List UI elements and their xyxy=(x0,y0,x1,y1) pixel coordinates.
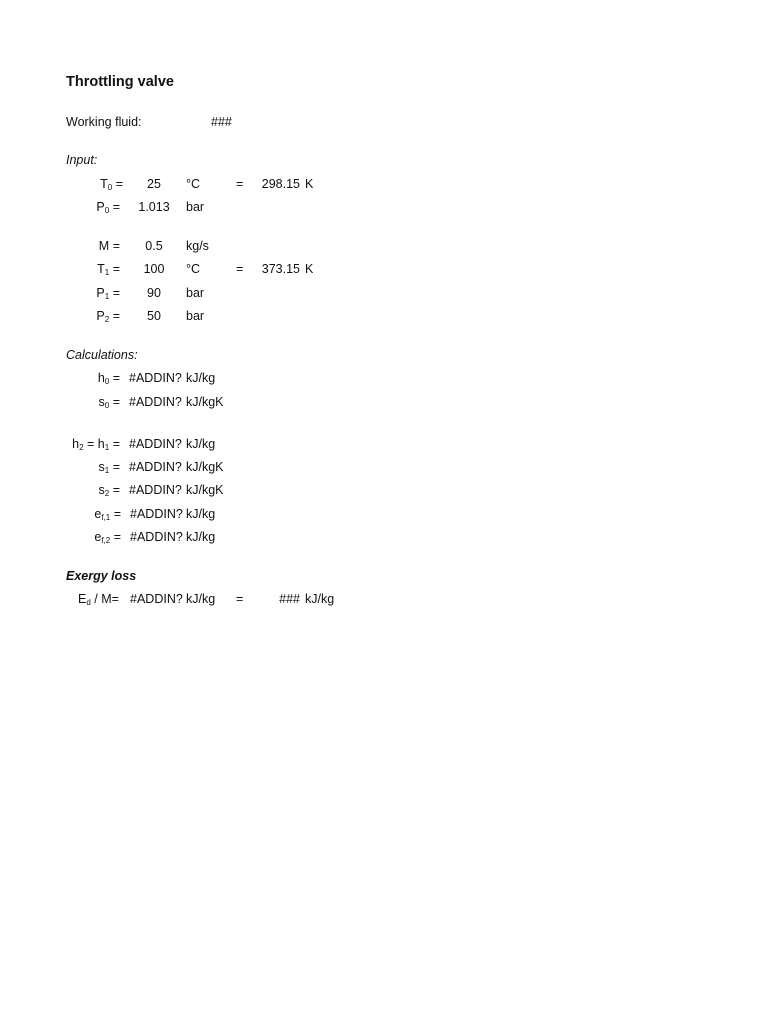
equals-sign: = xyxy=(236,592,244,606)
input-label-t1: $T_1$ = xyxy=(97,262,120,277)
input-unit-p0: bar xyxy=(186,200,205,214)
calc-unit-h2: kJ/kg xyxy=(186,437,216,451)
calc-value-s1[interactable]: #ADDIN? xyxy=(129,460,182,474)
calc-unit-s2: kJ/kgK xyxy=(186,483,224,497)
calc-label-h0: $h_0$ = xyxy=(97,371,120,386)
equals-sign: = xyxy=(236,262,244,276)
input-converted-t0: 298.15 xyxy=(261,177,300,191)
input-unit-t1: °C xyxy=(186,262,201,276)
exergy-loss-value[interactable]: #ADDIN? xyxy=(130,592,183,606)
calc-label-s1: $s_1$ = xyxy=(98,460,120,475)
equals-sign: = xyxy=(236,177,244,191)
input-value-t1[interactable]: 100 xyxy=(143,262,165,276)
calc-label-s2: $s_2$ = xyxy=(98,483,120,498)
input-unit-t0: °C xyxy=(186,177,201,191)
input-value-p0[interactable]: 1.013 xyxy=(138,200,170,214)
input-value-m[interactable]: 0.5 xyxy=(145,239,163,253)
input-label-m: M = xyxy=(98,239,120,253)
exergy-loss-label: $E_d / M=$ xyxy=(78,592,119,607)
calc-unit-h0: kJ/kg xyxy=(186,371,216,385)
input-unit-p1: bar xyxy=(186,286,205,300)
calc-unit-ef1: kJ/kg xyxy=(186,507,216,521)
exergy-loss-converted-value: ### xyxy=(279,592,300,606)
input-value-t0[interactable]: 25 xyxy=(147,177,161,191)
calc-value-ef1[interactable]: #ADDIN? xyxy=(130,507,183,521)
working-fluid-value[interactable]: ### xyxy=(211,115,232,129)
calc-value-s2[interactable]: #ADDIN? xyxy=(129,483,182,497)
input-unit-p2: bar xyxy=(186,309,205,323)
input-label-p2: $P_2$ = xyxy=(96,309,120,324)
input-label-t0: $T_0$ = xyxy=(100,177,123,192)
input-label-p1: $P_1$ = xyxy=(96,286,120,301)
calc-value-s0[interactable]: #ADDIN? xyxy=(129,395,182,409)
calc-value-h2[interactable]: #ADDIN? xyxy=(129,437,182,451)
calc-label-ef1: $e_{f,1}$ = xyxy=(94,507,121,522)
calc-value-ef2[interactable]: #ADDIN? xyxy=(130,530,183,544)
calc-unit-s1: kJ/kgK xyxy=(186,460,224,474)
working-fluid-label: Working fluid: xyxy=(66,115,142,129)
input-converted-t1: 373.15 xyxy=(261,262,300,276)
exergy-loss-unit: kJ/kg xyxy=(186,592,216,606)
input-converted-unit-t1: K xyxy=(305,262,314,276)
calc-label-ef2: $e_{f,2}$ = xyxy=(94,530,121,545)
input-value-p1[interactable]: 90 xyxy=(147,286,161,300)
exergy-loss-heading: Exergy loss xyxy=(66,569,137,583)
exergy-loss-converted-unit: kJ/kg xyxy=(305,592,335,606)
calc-unit-s0: kJ/kgK xyxy=(186,395,224,409)
input-converted-unit-t0: K xyxy=(305,177,314,191)
input-heading: Input: xyxy=(66,153,98,167)
calculations-heading: Calculations: xyxy=(66,348,138,362)
calc-label-h2-h1: $h_2 = h_1$ = xyxy=(72,437,120,452)
calc-label-s0: $s_0$ = xyxy=(98,395,120,410)
input-label-p0: $P_0$ = xyxy=(96,200,120,215)
calc-unit-ef2: kJ/kg xyxy=(186,530,216,544)
calc-value-h0[interactable]: #ADDIN? xyxy=(129,371,182,385)
input-unit-m: kg/s xyxy=(186,239,209,253)
input-value-p2[interactable]: 50 xyxy=(147,309,161,323)
page-title: Throttling valve xyxy=(66,74,174,90)
